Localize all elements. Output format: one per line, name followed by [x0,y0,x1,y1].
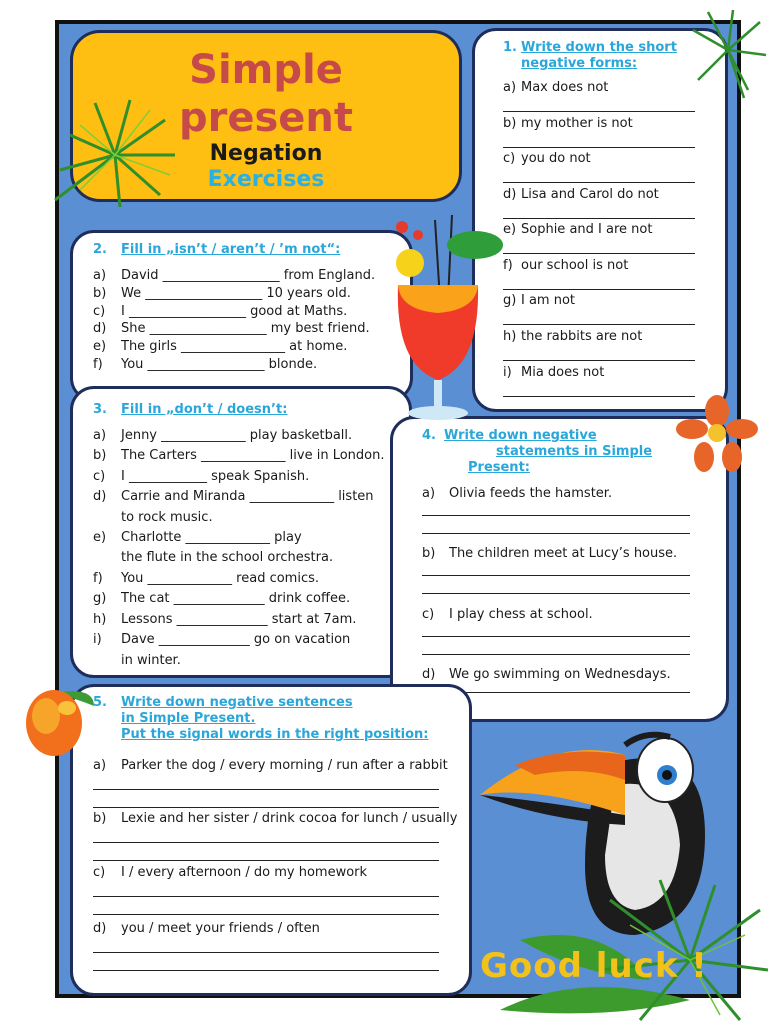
answer-line [93,842,439,843]
ex2-item-label: c) [93,304,106,319]
palm-leaf-icon [688,10,768,100]
ex2-item-label: a) [93,268,107,283]
ex3-item-text: The cat ______________ drink coffee. [121,591,351,606]
mango-icon [22,678,104,760]
ex2-item-text: You __________________ blonde. [121,357,318,372]
ex5-item-text: I / every afternoon / do my homework [121,865,368,880]
exercise-3-number: 3. [93,402,107,417]
ex5-item-text: you / meet your friends / often [121,921,320,936]
ex4-item-label: a) [422,486,436,501]
exercise-4-heading-3: Present: [468,460,530,475]
answer-line [93,970,439,971]
ex1-item-text: Max does not [521,80,609,95]
answer-line [503,360,695,361]
ex3-item-text: the flute in the school orchestra. [121,550,334,565]
ex4-item-label: c) [422,607,435,622]
ex3-item-label: c) [93,469,106,484]
ex3-item-text: Charlotte _____________ play [121,530,302,545]
ex3-item-label: b) [93,448,107,463]
answer-line [422,654,690,655]
answer-line [503,182,695,183]
answer-line [422,636,690,637]
title-line-1: Simple [189,47,343,93]
ex5-item-text: Lexie and her sister / drink cocoa for lunch / usually [121,811,458,826]
answer-line [93,789,439,790]
ex4-item-text: Olivia feeds the hamster. [449,486,613,501]
ex5-item-label: d) [93,921,107,936]
ex3-item-label: g) [93,591,107,606]
answer-line [422,515,690,516]
subtitle-negation: Negation [209,141,323,166]
ex2-item-text: David __________________ from England. [121,268,376,283]
ex3-item-text: Lessons ______________ start at 7am. [121,612,357,627]
ex3-item-label: e) [93,530,107,545]
title-line-2: present [178,95,354,141]
answer-line [503,147,695,148]
ex1-item-text: Mia does not [521,365,605,380]
exercise-4-heading-1: Write down negative [444,428,597,443]
ex2-item-label: b) [93,286,107,301]
ex1-item-label: h) [503,329,517,344]
ex1-item-text: the rabbits are not [521,329,643,344]
ex1-item-text: I am not [521,293,576,308]
answer-line [422,533,690,534]
answer-line [93,860,439,861]
ex5-item-label: c) [93,865,106,880]
ex4-item-label: b) [422,546,436,561]
ex1-item-text: you do not [521,151,591,166]
ex2-item-label: d) [93,321,107,336]
ex1-item-text: my mother is not [521,116,633,131]
ex2-item-text: We __________________ 10 years old. [121,286,351,301]
exercise-2-number: 2. [93,242,107,257]
answer-line [503,324,695,325]
ex3-item-text: The Carters _____________ live in London. [121,448,385,463]
answer-line [422,575,690,576]
ex2-item-text: The girls ________________ at home. [121,339,348,354]
ex3-item-text: Dave ______________ go on vacation [121,632,351,647]
cocktail-icon [380,215,505,430]
ex4-item-text: I play chess at school. [449,607,593,622]
ex2-item-label: f) [93,357,103,372]
ex2-item-text: I __________________ good at Maths. [121,304,348,319]
ex1-item-text: Sophie and I are not [521,222,653,237]
exercise-5-number: 5. [93,695,107,710]
exercise-5-heading-1: Write down negative sentences [121,695,353,710]
ex3-item-label: h) [93,612,107,627]
exercise-5-heading-2: in Simple Present. [121,711,256,726]
ex3-item-text: You _____________ read comics. [121,571,320,586]
orchid-icon [676,395,758,475]
ex3-item-text: Carrie and Miranda _____________ listen [121,489,374,504]
exercise-4-number: 4. [422,428,436,443]
ex1-item-label: d) [503,187,517,202]
ex1-item-label: e) [503,222,517,237]
ex1-item-label: a) [503,80,517,95]
exercise-1-heading-2: negative forms: [521,56,638,71]
answer-line [93,914,439,915]
ex5-item-label: a) [93,758,107,773]
ex3-item-text: in winter. [121,653,181,668]
palm-leaf-icon [50,95,180,210]
answer-line [93,807,439,808]
ex1-item-label: b) [503,116,517,131]
exercise-2-heading: Fill in „isn’t / aren’t / ’m not“: [121,242,341,257]
answer-line [93,952,439,953]
ex4-item-text: The children meet at Lucy’s house. [449,546,678,561]
ex1-item-text: our school is not [521,258,629,273]
exercise-5-heading-3: Put the signal words in the right position: [121,727,429,742]
answer-line [422,593,690,594]
good-luck-text: Good luck ! [480,946,708,986]
ex1-item-text: Lisa and Carol do not [521,187,659,202]
ex3-item-text: I ____________ speak Spanish. [121,469,310,484]
exercise-1-number: 1. [503,40,517,55]
answer-line [503,253,695,254]
ex1-item-label: i) [503,365,512,380]
exercise-4-heading-2: statements in Simple [496,444,653,459]
ex4-item-text: We go swimming on Wednesdays. [449,667,671,682]
ex4-item-label: d) [422,667,436,682]
answer-line [93,896,439,897]
ex5-item-text: Parker the dog / every morning / run after a rabbit [121,758,448,773]
ex2-item-text: She __________________ my best friend. [121,321,370,336]
ex3-item-text: Jenny _____________ play basketball. [121,428,353,443]
ex1-item-label: c) [503,151,516,166]
ex2-item-label: e) [93,339,107,354]
ex1-item-label: g) [503,293,517,308]
exercise-3-heading: Fill in „don’t / doesn’t: [121,402,288,417]
ex3-item-text: to rock music. [121,510,213,525]
subtitle-exercises: Exercises [207,167,325,192]
ex3-item-label: a) [93,428,107,443]
answer-line [503,396,695,397]
exercise-1-heading-1: Write down the short [521,40,677,55]
ex3-item-label: i) [93,632,102,647]
answer-line [503,111,695,112]
ex3-item-label: d) [93,489,107,504]
answer-line [503,218,695,219]
ex1-item-label: f) [503,258,513,273]
ex5-item-label: b) [93,811,107,826]
answer-line [503,289,695,290]
ex3-item-label: f) [93,571,103,586]
